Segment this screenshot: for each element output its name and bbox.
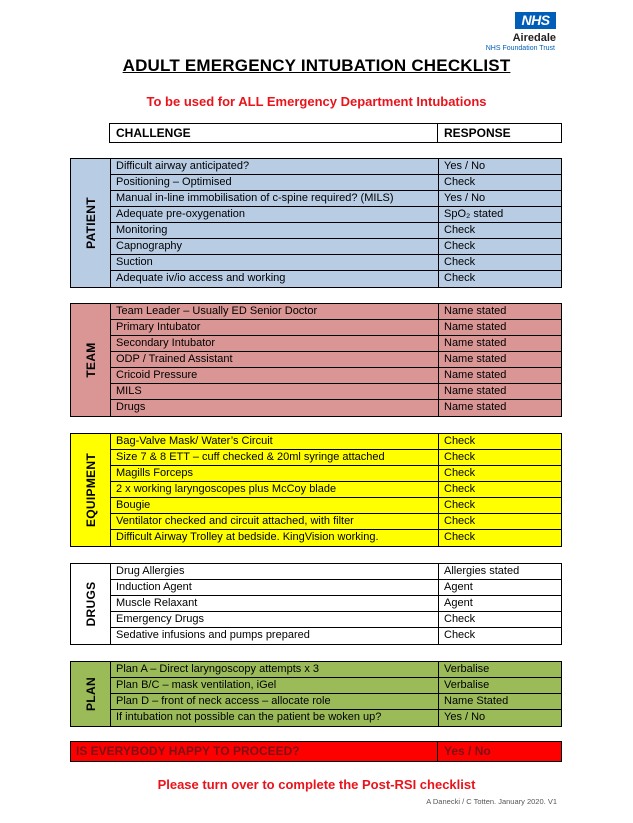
section-label: PATIENT xyxy=(71,159,111,287)
challenge-cell: MILS xyxy=(111,384,439,399)
response-cell: Check xyxy=(444,256,476,268)
challenge-cell: Bag-Valve Mask/ Water’s Circuit xyxy=(111,434,439,449)
challenge-cell: Adequate pre-oxygenation xyxy=(111,207,439,222)
table-row xyxy=(111,466,561,482)
logo-org-name: Airedale xyxy=(512,32,556,44)
challenge-cell: Drugs xyxy=(111,400,439,416)
table-row xyxy=(111,514,561,530)
section-label: EQUIPMENT xyxy=(71,434,111,546)
response-cell: Name stated xyxy=(444,353,507,365)
logo-trust-name: NHS Foundation Trust xyxy=(485,45,555,52)
table-row xyxy=(111,580,561,596)
table-row xyxy=(111,434,561,450)
table-row xyxy=(111,596,561,612)
response-cell: Verbalise xyxy=(444,679,490,691)
challenge-cell: Emergency Drugs xyxy=(111,612,439,627)
challenge-cell: Primary Intubator xyxy=(111,320,439,335)
table-row xyxy=(111,207,561,223)
response-cell: Check xyxy=(444,499,476,511)
response-cell: Allergies stated xyxy=(444,565,520,577)
response-cell: Name Stated xyxy=(444,695,509,707)
challenge-cell: Sedative infusions and pumps prepared xyxy=(111,628,439,644)
challenge-cell: Suction xyxy=(111,255,439,270)
challenge-cell: Induction Agent xyxy=(111,580,439,595)
challenge-cell: Plan A – Direct laryngoscopy attempts x 3 xyxy=(111,662,439,677)
table-row xyxy=(111,239,561,255)
challenge-cell: ODP / Trained Assistant xyxy=(111,352,439,367)
challenge-cell: Monitoring xyxy=(111,223,439,238)
table-row xyxy=(111,255,561,271)
table-row xyxy=(111,400,561,416)
section-equipment xyxy=(70,433,562,547)
challenge-cell: Capnography xyxy=(111,239,439,254)
challenge-cell: Plan D – front of neck access – allocate role xyxy=(111,694,439,709)
response-cell: Check xyxy=(444,176,476,188)
table-row xyxy=(111,191,561,207)
table-row xyxy=(111,175,561,191)
response-cell: SpO₂ stated xyxy=(444,208,504,220)
response-cell: Agent xyxy=(444,581,473,593)
response-cell: Check xyxy=(444,629,476,641)
table-row xyxy=(111,304,561,320)
table-row xyxy=(111,482,561,498)
response-cell: Agent xyxy=(444,597,473,609)
response-cell: Check xyxy=(444,272,476,284)
challenge-cell: Cricoid Pressure xyxy=(111,368,439,383)
page-subtitle: To be used for ALL Emergency Department Intubations xyxy=(146,94,487,109)
response-cell: Check xyxy=(444,240,476,252)
section-label: TEAM xyxy=(71,304,111,416)
challenge-cell: If intubation not possible can the patient be woken up? xyxy=(111,710,439,726)
page-title: ADULT EMERGENCY INTUBATION CHECKLIST xyxy=(122,56,511,75)
table-row xyxy=(111,530,561,546)
section-plan xyxy=(70,661,562,727)
proceed-question-row xyxy=(70,741,562,762)
response-cell: Name stated xyxy=(444,369,507,381)
author-credit: A Danecki / C Totten. January 2020. V1 xyxy=(426,797,557,806)
table-row xyxy=(111,384,561,400)
response-cell: Yes / No xyxy=(444,160,486,172)
challenge-cell: Muscle Relaxant xyxy=(111,596,439,611)
challenge-cell: Size 7 & 8 ETT – cuff checked & 20ml syringe attached xyxy=(111,450,439,465)
response-cell: Check xyxy=(444,435,476,447)
challenge-cell: 2 x working laryngoscopes plus McCoy blade xyxy=(111,482,439,497)
section-patient xyxy=(70,158,562,288)
challenge-cell: Difficult Airway Trolley at bedside. KingVision working. xyxy=(111,530,439,546)
challenge-cell: Secondary Intubator xyxy=(111,336,439,351)
section-drugs xyxy=(70,563,562,645)
challenge-cell: Drug Allergies xyxy=(111,564,439,579)
table-row xyxy=(111,368,561,384)
table-row xyxy=(111,662,561,678)
response-cell: Name stated xyxy=(444,321,507,333)
response-cell: Check xyxy=(444,515,476,527)
table-row xyxy=(111,159,561,175)
table-row xyxy=(111,320,561,336)
table-row xyxy=(111,612,561,628)
response-cell: Verbalise xyxy=(444,663,490,675)
response-cell: Yes / No xyxy=(444,192,486,204)
response-cell: Check xyxy=(444,451,476,463)
table-row xyxy=(111,271,561,287)
table-row xyxy=(111,678,561,694)
response-cell: Check xyxy=(444,467,476,479)
response-header: RESPONSE xyxy=(444,126,511,140)
table-row xyxy=(111,223,561,239)
section-label: DRUGS xyxy=(71,564,111,644)
challenge-cell: Magills Forceps xyxy=(111,466,439,481)
response-cell: Yes / No xyxy=(444,711,486,723)
table-row xyxy=(111,450,561,466)
response-cell: Name stated xyxy=(444,401,507,413)
challenge-cell: Adequate iv/io access and working xyxy=(111,271,439,287)
nhs-logo-mark: NHS xyxy=(515,12,556,29)
challenge-cell: Positioning – Optimised xyxy=(111,175,439,190)
challenge-cell: Plan B/C – mask ventilation, iGel xyxy=(111,678,439,693)
challenge-cell: Manual in-line immobilisation of c-spine required? (MILS) xyxy=(111,191,439,206)
footer-note: Please turn over to complete the Post-RSI checklist xyxy=(157,777,476,792)
challenge-cell: Team Leader – Usually ED Senior Doctor xyxy=(111,304,439,319)
table-row xyxy=(111,564,561,580)
table-row xyxy=(111,352,561,368)
table-row xyxy=(111,710,561,726)
proceed-response: Yes / No xyxy=(444,744,491,758)
response-cell: Check xyxy=(444,531,476,543)
table-row xyxy=(111,336,561,352)
response-cell: Name stated xyxy=(444,385,507,397)
challenge-cell: Difficult airway anticipated? xyxy=(111,159,439,174)
challenge-cell: Ventilator checked and circuit attached, with filter xyxy=(111,514,439,529)
section-label: PLAN xyxy=(71,662,111,726)
proceed-question: IS EVERYBODY HAPPY TO PROCEED? xyxy=(71,742,438,761)
table-row xyxy=(111,498,561,514)
response-cell: Name stated xyxy=(444,337,507,349)
table-row xyxy=(111,694,561,710)
challenge-header: CHALLENGE xyxy=(110,124,438,142)
response-cell: Check xyxy=(444,224,476,236)
column-header xyxy=(109,123,562,143)
response-cell: Check xyxy=(444,613,476,625)
section-team xyxy=(70,303,562,417)
response-cell: Name stated xyxy=(444,305,507,317)
challenge-cell: Bougie xyxy=(111,498,439,513)
table-row xyxy=(111,628,561,644)
response-cell: Check xyxy=(444,483,476,495)
